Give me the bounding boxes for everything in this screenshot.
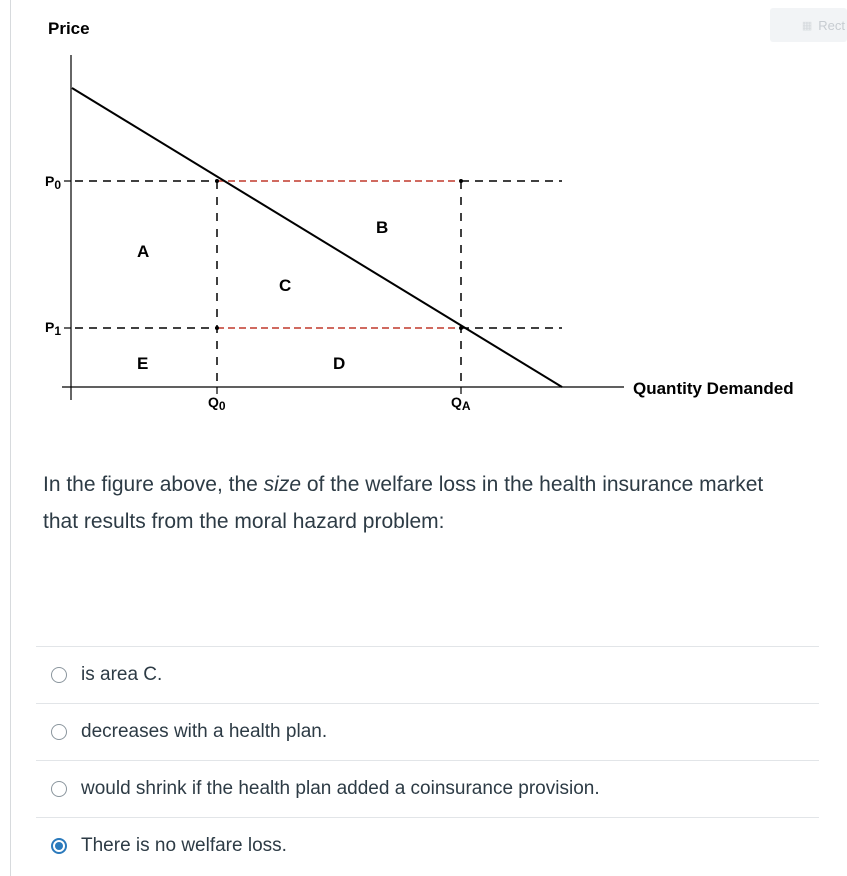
answer-radio-4[interactable] — [51, 838, 67, 854]
point-p0-q0 — [215, 179, 219, 183]
y-axis-label: Price — [48, 19, 90, 38]
answer-option-1[interactable] — [36, 646, 819, 703]
question-text-after: of the welfare loss in the health insurance market that results from the moral hazard problem: — [43, 473, 764, 533]
answer-option-4[interactable] — [36, 817, 819, 874]
q0-label: Q0 — [208, 394, 226, 413]
answer-label-3: would shrink if the health plan added a coinsurance provision. — [81, 778, 600, 799]
rect-tool-button[interactable] — [770, 8, 847, 42]
area-c-label: C — [279, 276, 292, 295]
rect-tool-label: Rect — [818, 17, 845, 33]
answer-radio-3[interactable] — [51, 781, 67, 797]
area-a-label: A — [137, 242, 150, 261]
answer-label-1: is area C. — [81, 664, 163, 685]
demand-diagram — [0, 0, 847, 430]
point-p1-qa — [459, 326, 463, 330]
answer-radio-1[interactable] — [51, 667, 67, 683]
answer-label-2: decreases with a health plan. — [81, 721, 328, 742]
answer-option-2[interactable] — [36, 703, 819, 760]
point-p1-q0 — [215, 326, 219, 330]
qa-label: QA — [451, 394, 471, 413]
answer-list — [36, 646, 819, 874]
demand-figure — [0, 0, 847, 430]
question-text-before: In the figure above, the — [43, 473, 264, 496]
demand-curve — [72, 88, 562, 387]
question-text-emphasis: size — [263, 473, 302, 496]
p1-label: P1 — [45, 319, 62, 338]
answer-radio-2[interactable] — [51, 724, 67, 740]
p0-label: P0 — [45, 173, 62, 192]
answer-label-4: There is no welfare loss. — [81, 835, 287, 856]
area-d-label: D — [333, 354, 346, 373]
answer-option-3[interactable] — [36, 760, 819, 817]
x-axis-label: Quantity Demanded — [633, 379, 794, 398]
area-e-label: E — [137, 354, 149, 373]
area-b-label: B — [376, 218, 389, 237]
point-p0-qa — [459, 179, 463, 183]
rectangle-icon: ▦ — [801, 19, 813, 32]
question-text — [43, 466, 803, 540]
